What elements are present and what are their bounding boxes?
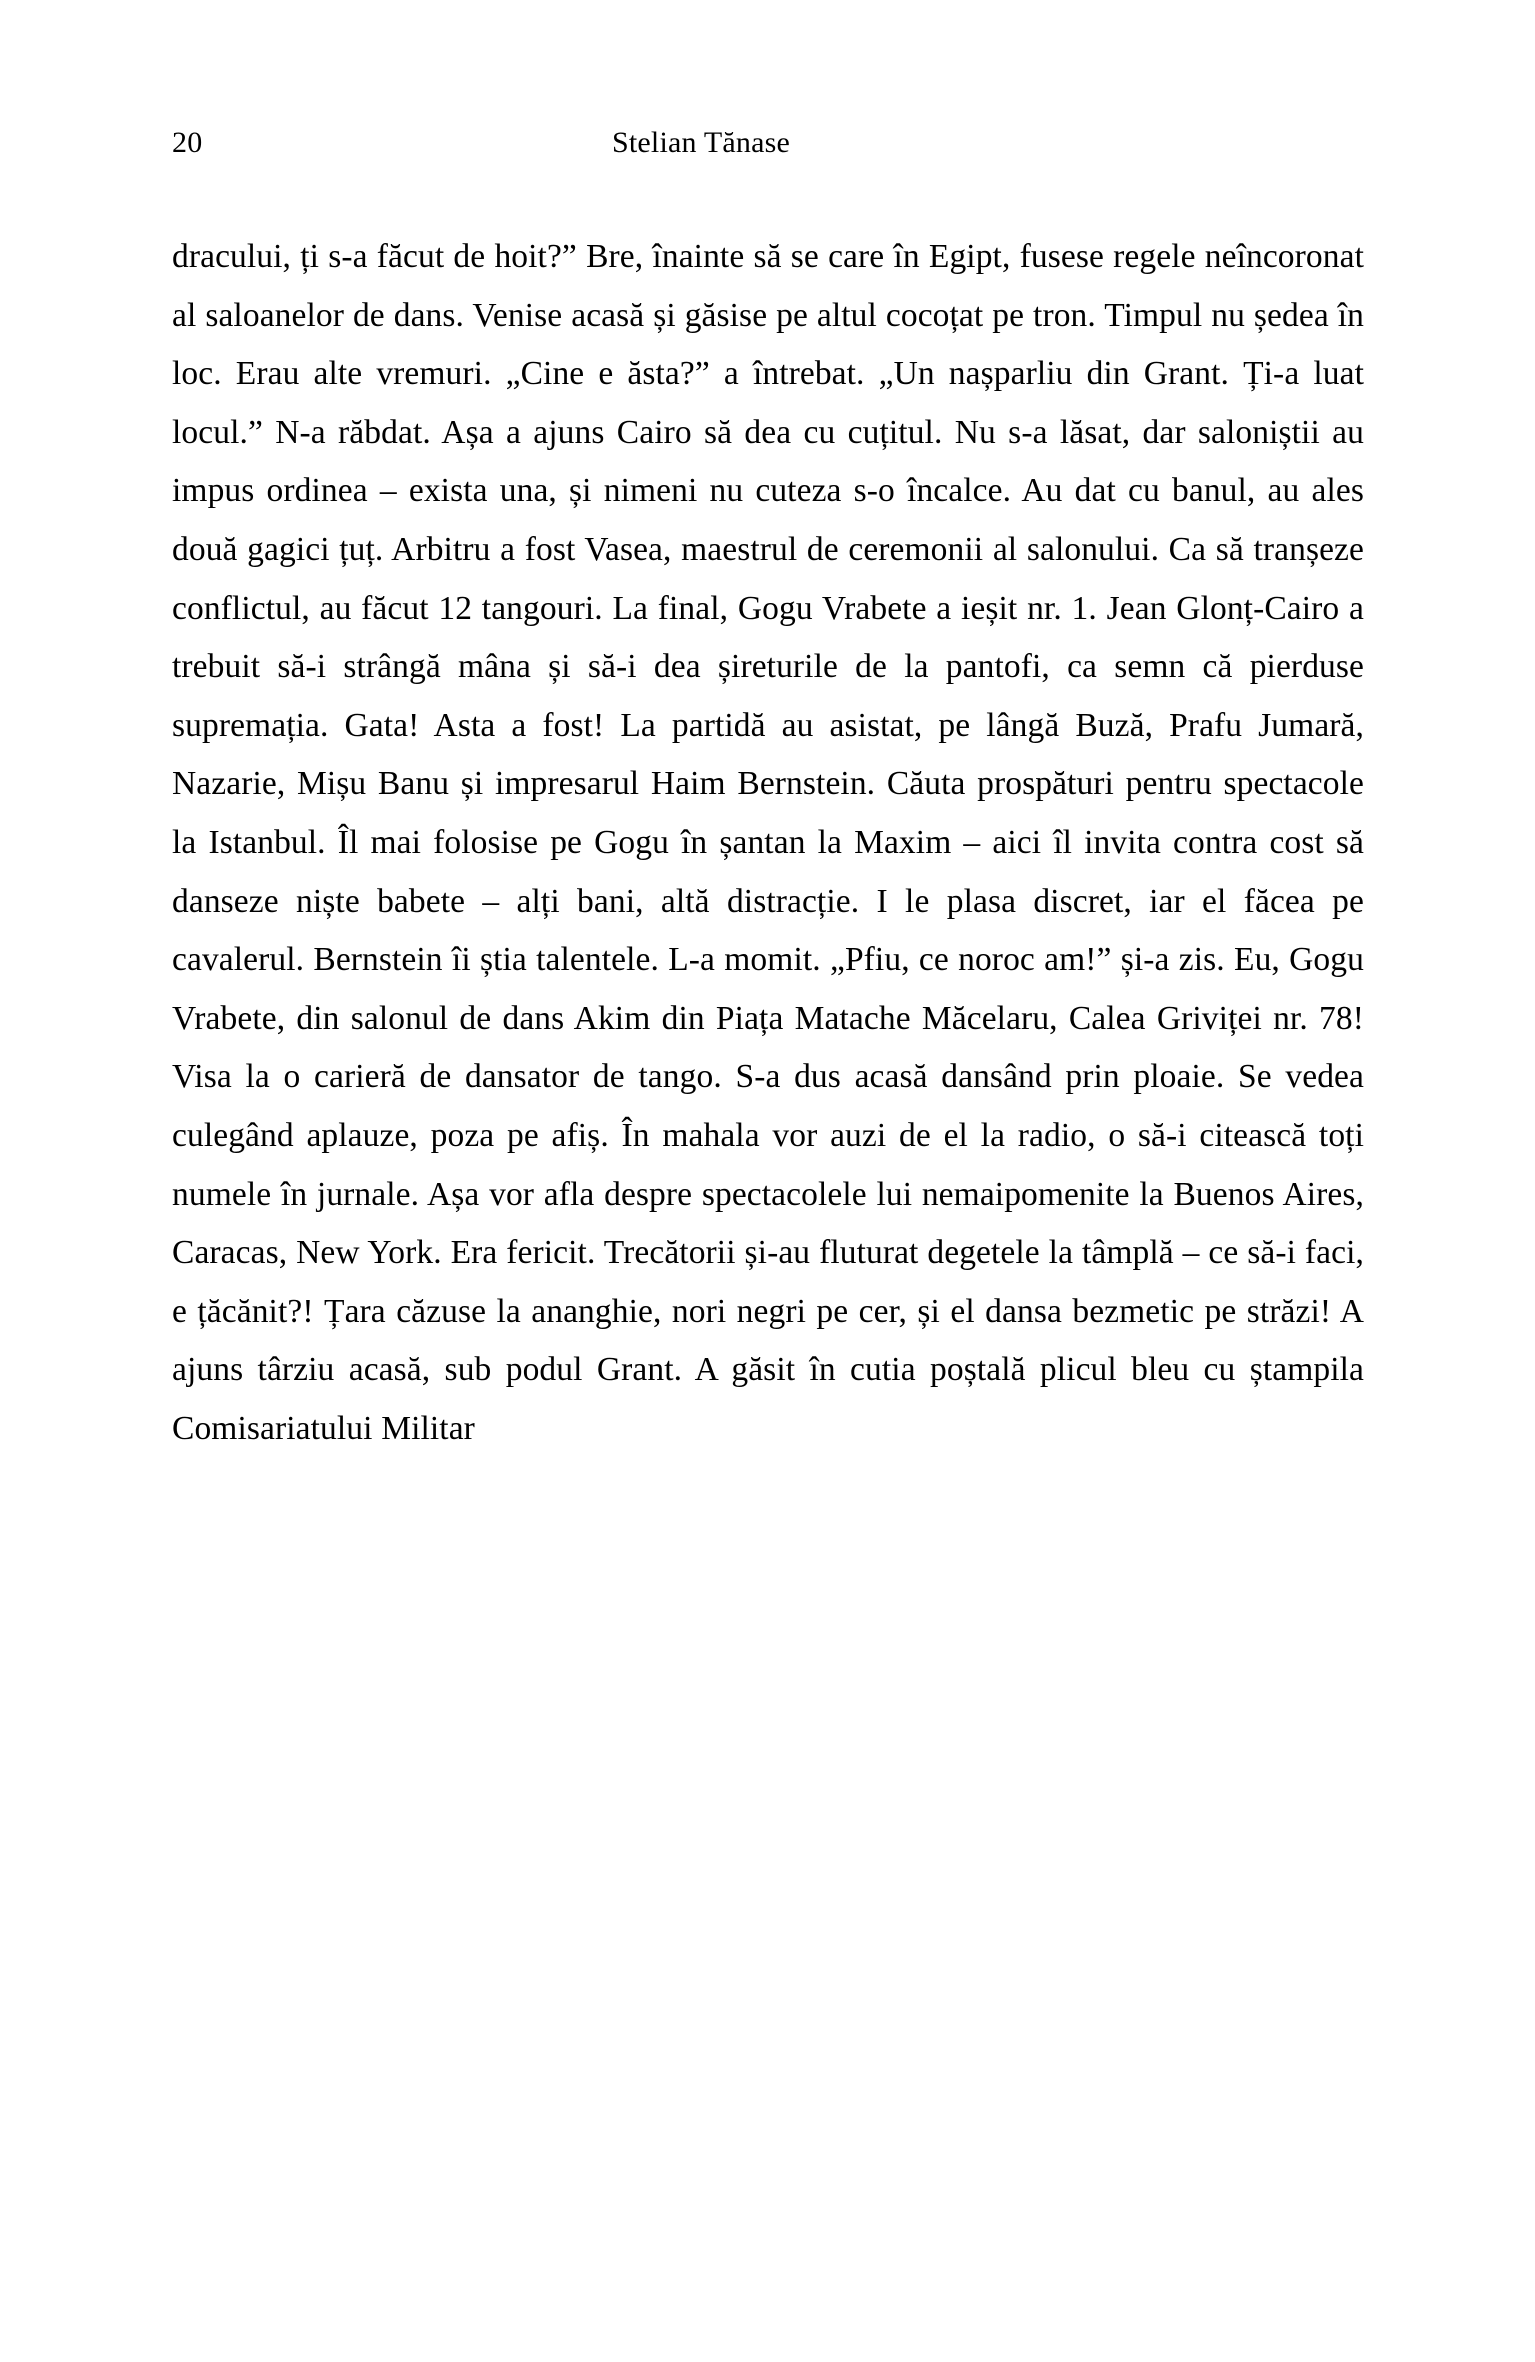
page-number: 20	[172, 126, 203, 159]
body-text	[172, 228, 1364, 1458]
paragraph: dracului, ți s-a făcut de hoit?” Bre, înainte să se care în Egipt, fusese regele neîncoronat al saloanelor de dans. Venise acasă și găsise pe altul cocoțat pe tron. Timpul nu ședea în loc. Erau alte vremuri. „Cine e ăsta?” a întrebat. „Un nașparliu din Grant. Ți-a luat locul.” N-a răbdat. Așa a ajuns Cairo să dea cu cuțitul. Nu s-a lăsat, dar saloniștii au impus ordinea – exista una, și nimeni nu cuteza s-o încalce. Au dat cu banul, au ales două gagici țuț. Arbitru a fost Vasea, maestrul de ceremonii al salonului. Ca să tranșeze conflictul, au făcut 12 tangouri. La final, Gogu Vrabete a ieșit nr. 1. Jean Glonț-Cairo a trebuit să-i strângă mâna și să-i dea șireturile de la pantofi, ca semn că pierduse supremația. Gata! Asta a fost! La partidă au asistat, pe lângă Buză, Prafu Jumară, Nazarie, Mișu Banu și impresarul Haim Bernstein. Căuta prospături pentru spectacole la Istanbul. Îl mai folosise pe Gogu în șantan la Maxim – aici îl invita contra cost să danseze niște babete – alți bani, altă distracție. I le plasa discret, iar el făcea pe cavalerul. Bernstein îi știa talentele. L-a momit. „Pfiu, ce noroc am!” și-a zis. Eu, Gogu Vrabete, din salonul de dans Akim din Piața Matache Măcelaru, Calea Griviței nr. 78! Visa la o carieră de dansator de tango. S-a dus acasă dansând prin ploaie. Se vedea culegând aplauze, poza pe afiș. În mahala vor auzi de el la radio, o să-i citească toți numele în jurnale. Așa vor afla despre spectacolele lui nemaipomenite la Buenos Aires, Caracas, New York. Era fericit. Trecătorii și-au fluturat degetele la tâmplă – ce să-i faci, e țăcănit?! Țara căzuse la ananghie, nori negri pe cer, și el dansa bezmetic pe străzi! A ajuns târziu acasă, sub podul Grant. A găsit în cutia poștală plicul bleu cu ștampila Comisariatului Militar	[172, 238, 1364, 1447]
page-header	[172, 128, 1367, 168]
running-title: Stelian Tănase	[612, 126, 791, 159]
